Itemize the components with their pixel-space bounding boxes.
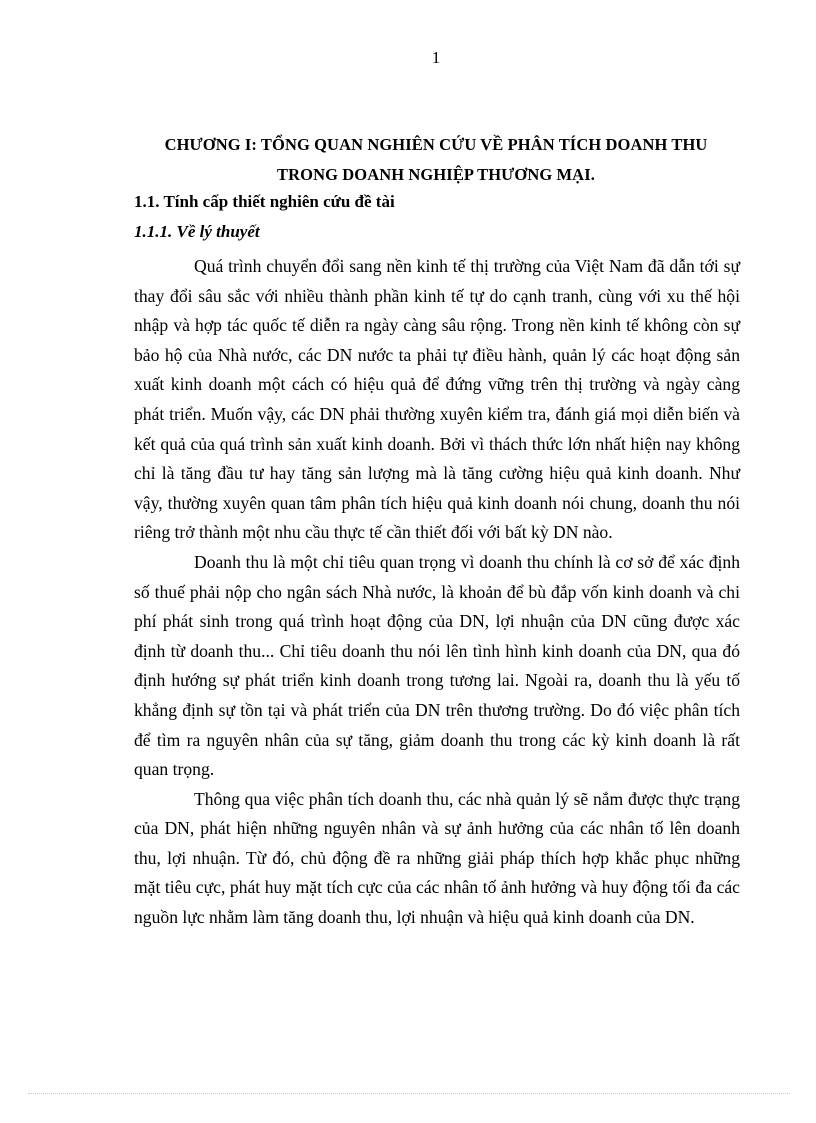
chapter-title: CHƯƠNG I: TỔNG QUAN NGHIÊN CỨU VỀ PHÂN TÍCH DOANH THU TRONG DOANH NGHIỆP THƯƠNG MẠI. (164, 135, 708, 184)
page-number: 1 (431, 48, 441, 67)
page-bottom-divider (28, 1093, 790, 1094)
body-text (134, 252, 740, 933)
paragraph: Doanh thu là một chỉ tiêu quan trọng vì doanh thu chính là cơ sở để xác định số thuế phải nộp cho ngân sách Nhà nước, là khoản để bù đắp vốn kinh doanh và chi phí phát sinh trong quá trình hoạt động của DN, lợi nhuận của DN cũng được xác định từ doanh thu... Chỉ tiêu doanh thu nói lên tình hình kinh doanh của DN, qua đó định hướng sự phát triển kinh doanh trong tương lai. Ngoài ra, doanh thu là yếu tố khẳng định sự tồn tại và phát triển của DN trên thương trường. Do đó việc phân tích để tìm ra nguyên nhân của sự tăng, giảm doanh thu trong các kỳ kinh doanh là rất quan trọng. (134, 551, 740, 780)
paragraph: Quá trình chuyển đổi sang nền kinh tế thị trường của Việt Nam đã dẫn tới sự thay đổi sâu sắc với nhiều thành phần kinh tế tự do cạnh tranh, cùng với xu thế hội nhập và hợp tác quốc tế diễn ra ngày càng sâu rộng. Trong nền kinh tế không còn sự bảo hộ của Nhà nước, các DN nước ta phải tự điều hành, quản lý các hoạt động sản xuất kinh doanh một cách có hiệu quả để đứng vững trên thị trường và ngày càng phát triển. Muốn vậy, các DN phải thường xuyên kiểm tra, đánh giá mọi diễn biến và kết quả của quá trình sản xuất kinh doanh. Bởi vì thách thức lớn nhất hiện nay không chỉ là tăng đầu tư hay tăng sản lượng mà là tăng cường hiệu quả kinh doanh. Như vậy, thường xuyên quan tâm phân tích hiệu quả kinh doanh nói chung, doanh thu nói riêng trở thành một nhu cầu thực tế cần thiết đối với bất kỳ DN nào. (134, 256, 740, 543)
paragraph: Thông qua việc phân tích doanh thu, các nhà quản lý sẽ nắm được thực trạng của DN, phát hiện những nguyên nhân và sự ảnh hưởng của các nhân tố lên doanh thu, lợi nhuận. Từ đó, chủ động đề ra những giải pháp thích hợp khắc phục những mặt tiêu cực, phát huy mặt tích cực của các nhân tố ảnh hưởng và huy động tối đa các nguồn lực nhằm làm tăng doanh thu, lợi nhuận và hiệu quả kinh doanh của DN. (134, 788, 740, 928)
section-heading-1-1-1: 1.1.1. Về lý thuyết (134, 222, 260, 241)
section-heading-1-1: 1.1. Tính cấp thiết nghiên cứu đề tài (134, 192, 395, 211)
